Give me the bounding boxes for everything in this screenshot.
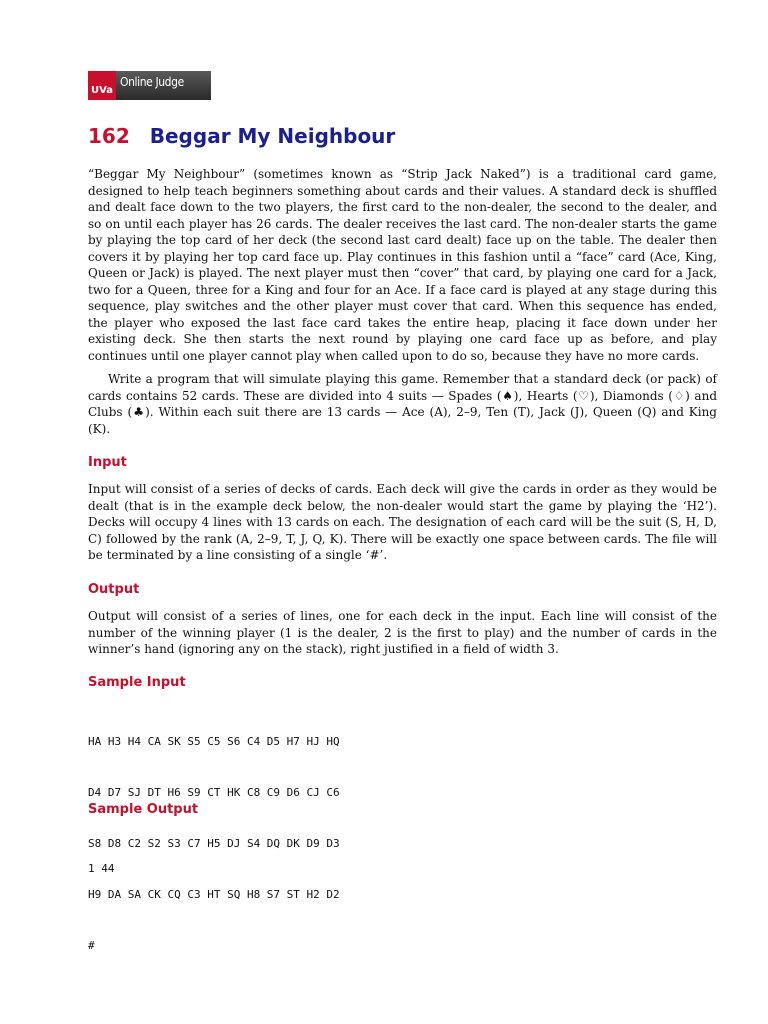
input-description: Input will consist of a series of decks of cards. Each deck will give the cards in order as they would be dealt (that is in the example deck below, the non-dealer would start the game by playing the ‘H2’). Decks will occupy 4 lines with 13 cards on each. The designation of each card will be the suit (S, H, D, C) followed by the rank (A, 2–9, T, J, Q, K). There will be exactly one space between cards. The file will be terminated by a line consisting of a single ‘#’. [88, 482, 717, 562]
sample-input-line: HA H3 H4 CA SK S5 C5 S6 C4 D5 H7 HJ HQ [88, 735, 340, 748]
problem-title [88, 124, 395, 148]
sample-input-heading: Sample Input [88, 675, 186, 690]
sample-output-line: 1 44 [88, 862, 115, 875]
sample-output-heading: Sample Output [88, 802, 199, 817]
task-paragraph: Write a program that will simulate playing this game. Remember that a standard deck (or pack) of cards contains 52 cards. These are divided into 4 suits — Spades (♠), Hearts (♡), Diamonds (♢) and Clubs (♣). Within each suit there are 13 cards — Ace (A), 2–9, Ten (T), Jack (J), Queen (Q) and King (K). [88, 372, 717, 436]
intro-paragraph: “Beggar My Neighbour” (sometimes known as “Strip Jack Naked”) is a traditional card game, designed to help teach beginners something about cards and their values. A standard deck is shuffled and dealt face down to the two players, the first card to the non-dealer, the second to the dealer, and so on until each player has 26 cards. The dealer receives the last card. The non-dealer starts the game by playing the top card of her deck (the second last card dealt) face up on the table. The dealer then covers it by playing her top card face up. Play continues in this fashion until a “face” card (Ace, King, Queen or Jack) is played. The next player must then “cover” that card, by playing one card for a Jack, two for a Queen, three for a King and four for an Ace. If a face card is played at any stage during this sequence, play switches and the other player must cover that card. When this sequence has ended, the player who exposed the last face card takes the entire heap, placing it face down under her existing deck. She then starts the next round by playing one card face up as before, and play continues until one player cannot play when called upon to do so, because they have no more cards. [88, 167, 717, 363]
sample-input-line: # [88, 939, 95, 952]
output-description: Output will consist of a series of lines, one for each deck in the input. Each line will consist of the number of the winning player (1 is the dealer, 2 is the first to play) and the number of cards in the winner’s hand (ignoring any on the stack), right justified in a field of width 3. [88, 609, 717, 656]
uva-online-judge-logo [88, 71, 211, 100]
problem-number: 162 [88, 124, 130, 148]
logo-uva-badge: UVa [88, 71, 116, 100]
sample-input-line: D4 D7 SJ DT H6 S9 CT HK C8 C9 D6 CJ C6 [88, 786, 340, 799]
logo-text: Online Judge [116, 71, 211, 100]
sample-output-block [88, 826, 115, 894]
input-heading: Input [88, 455, 127, 470]
sample-input-line: H9 DA SA CK CQ C3 HT SQ H8 S7 ST H2 D2 [88, 888, 340, 901]
sample-input-line: S8 D8 C2 S2 S3 C7 H5 DJ S4 DQ DK D9 D3 [88, 837, 340, 850]
problem-name: Beggar My Neighbour [149, 124, 396, 148]
sample-input-block [88, 699, 340, 971]
output-heading: Output [88, 582, 140, 597]
